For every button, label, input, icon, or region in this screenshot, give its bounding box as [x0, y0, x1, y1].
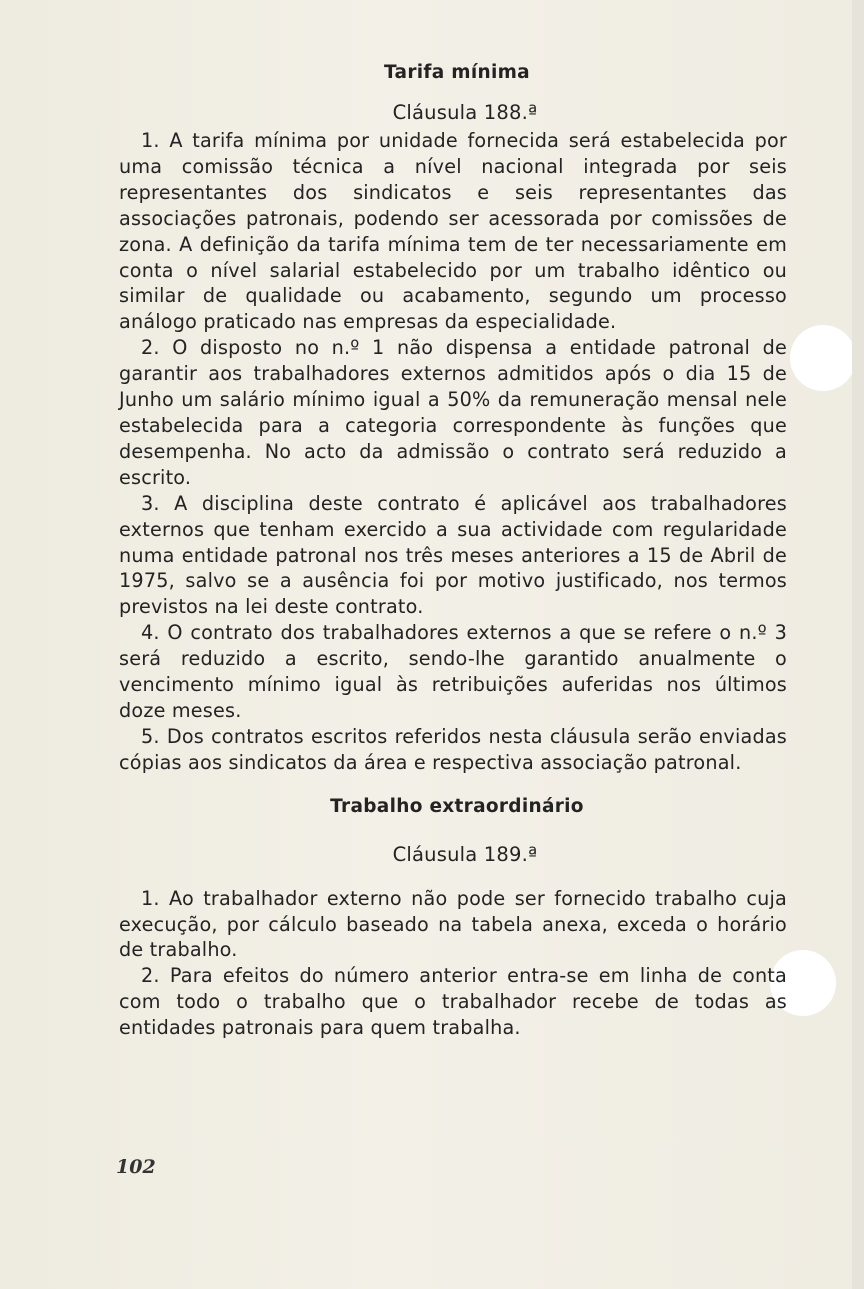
paragraph-188-5: 5. Dos contratos escritos referidos nesta cláusula serão enviadas cópias aos sindicatos da área e respectiva associação patronal.: [119, 724, 787, 774]
clause-title-189: Cláusula 189.ª: [392, 842, 538, 866]
page-content: [119, 60, 787, 1041]
clause-title-188: Cláusula 188.ª: [392, 101, 538, 124]
paragraph-188-2: 2. O disposto no n.º 1 não dispensa a entidade patronal de garantir aos trabalhadores externos admitidos após o dia 15 de Junho um salário mínimo igual a 50% da remuneração mensal nele estabelecida para a categoria correspondente às funções que desempenha. No acto da admissão o contrato será reduzido a escrito.: [119, 336, 787, 489]
section-heading-trabalho: Trabalho extraordinário: [330, 795, 584, 817]
paragraph-188-3: 3. A disciplina deste contrato é aplicável aos trabalhadores externos que tenham exercido a sua actividade com regularidade numa entidade patronal nos três meses anteriores a 15 de Abril de 1975, salvo se a ausência foi por motivo justificado, nos termos previstos na lei deste contrato.: [119, 491, 787, 619]
section-heading-tarifa: Tarifa mínima: [384, 62, 530, 83]
paragraph-188-1: 1. A tarifa mínima por unidade fornecida será estabelecida por uma comissão técnica a nível nacional integrada por seis representantes dos sindicatos e seis representantes das associações patronais, podendo ser acessorada por comissões de zona. A definição da tarifa mínima tem de ter necessariamente em conta o nível salarial estabelecido por um trabalho idêntico ou similar de qualidade ou acabamento, segundo um processo análogo praticado nas empresas da especialidade.: [119, 129, 787, 334]
paragraph-189-2: 2. Para efeitos do número anterior entra-se em linha de conta com todo o trabalho que o trabalhador recebe de todas as entidades patronais para quem trabalha.: [119, 964, 787, 1040]
paragraph-188-4: 4. O contrato dos trabalhadores externos a que se refere o n.º 3 será reduzido a escrito, sendo-lhe garantido anualmente o vencimento mínimo igual às retribuições auferidas nos últimos doze meses.: [119, 621, 787, 722]
paragraph-189-1: 1. Ao trabalhador externo não pode ser fornecido trabalho cuja execução, por cálculo baseado na tabela anexa, exceda o horário de trabalho.: [119, 886, 787, 962]
punch-hole-top: [790, 325, 856, 391]
page-number: 102: [116, 1156, 156, 1178]
page-edge: [852, 0, 864, 1289]
